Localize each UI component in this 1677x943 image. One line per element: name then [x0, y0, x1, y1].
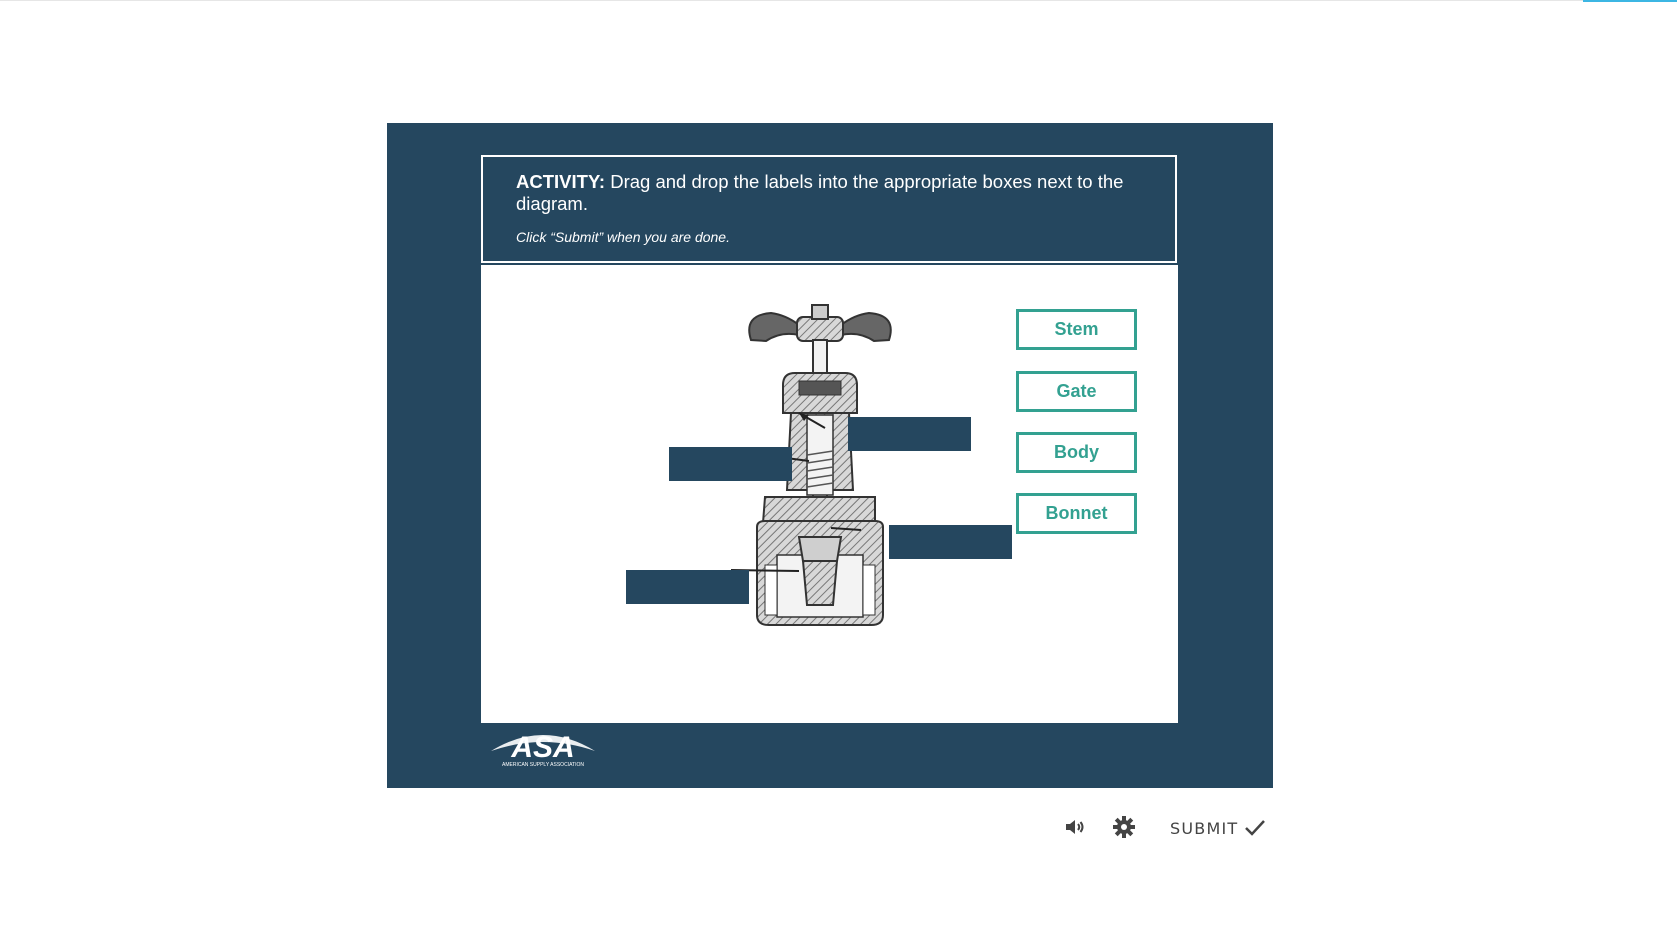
drop-zone-1[interactable]	[848, 417, 971, 451]
activity-instruction: Drag and drop the labels into the appropriate boxes next to the diagram.	[516, 171, 1124, 214]
top-divider	[0, 0, 1677, 1]
drop-zone-3[interactable]	[889, 525, 1012, 559]
label-gate[interactable]: Gate	[1016, 371, 1137, 412]
submit-label: SUBMIT	[1170, 818, 1239, 838]
progress-indicator	[1583, 0, 1677, 2]
instructions-box	[481, 155, 1177, 263]
submit-hint: Click “Submit” when you are done.	[516, 229, 730, 245]
drop-zone-2[interactable]	[669, 447, 792, 481]
label-body[interactable]: Body	[1016, 432, 1137, 473]
submit-button[interactable]	[1170, 815, 1266, 841]
activity-slide	[387, 123, 1273, 788]
valve-gate	[803, 561, 837, 605]
valve-handwheel	[749, 305, 891, 341]
instructions-text	[516, 171, 1156, 215]
checkmark-icon	[1244, 819, 1266, 837]
logo-text: ASA	[511, 731, 575, 764]
drop-zone-4[interactable]	[626, 570, 749, 604]
label-bonnet[interactable]: Bonnet	[1016, 493, 1137, 534]
diagram-area	[481, 265, 1178, 723]
label-stem[interactable]: Stem	[1016, 309, 1137, 350]
gear-icon[interactable]	[1112, 815, 1136, 839]
logo-subtext: AMERICAN SUPPLY ASSOCIATION	[502, 762, 584, 768]
activity-label: ACTIVITY:	[516, 171, 606, 192]
asa-logo	[489, 725, 597, 769]
volume-icon[interactable]	[1063, 815, 1087, 839]
